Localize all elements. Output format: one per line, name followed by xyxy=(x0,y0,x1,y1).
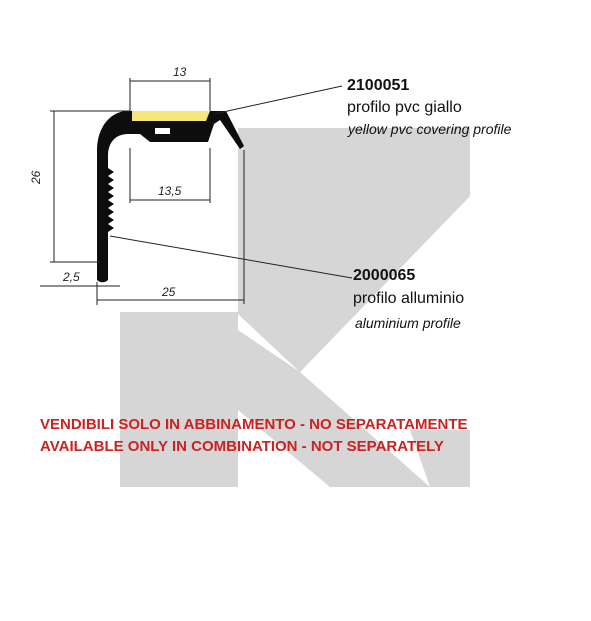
watermark-left-bar xyxy=(120,312,238,487)
dim-height: 26 xyxy=(29,170,43,184)
alu-name-en: aluminium profile xyxy=(355,315,461,331)
watermark-upper-band xyxy=(238,128,470,372)
pvc-name-en: yellow pvc covering profile xyxy=(348,121,512,137)
dim-lip: 2,5 xyxy=(63,270,80,284)
pvc-code: 2100051 xyxy=(347,77,410,94)
profile-teeth xyxy=(108,168,114,232)
warning-line-en: AVAILABLE ONLY IN COMBINATION - NOT SEPARATELY xyxy=(40,438,444,455)
dim-top-width: 13 xyxy=(173,65,187,79)
pvc-name-it: profilo pvc giallo xyxy=(347,99,462,116)
dim-inner-width: 13,5 xyxy=(158,184,182,198)
watermark-lower-band xyxy=(238,330,430,487)
warning-line-it: VENDIBILI SOLO IN ABBINAMENTO - NO SEPARATAMENTE xyxy=(40,416,468,433)
alu-code: 2000065 xyxy=(353,267,416,284)
dim-total-width: 25 xyxy=(162,285,176,299)
pvc-insert-shape xyxy=(132,111,210,121)
alu-name-it: profilo alluminio xyxy=(353,290,465,307)
watermark-logo xyxy=(120,128,470,487)
profile-channel xyxy=(155,128,170,134)
pvc-leader-line xyxy=(214,86,342,114)
